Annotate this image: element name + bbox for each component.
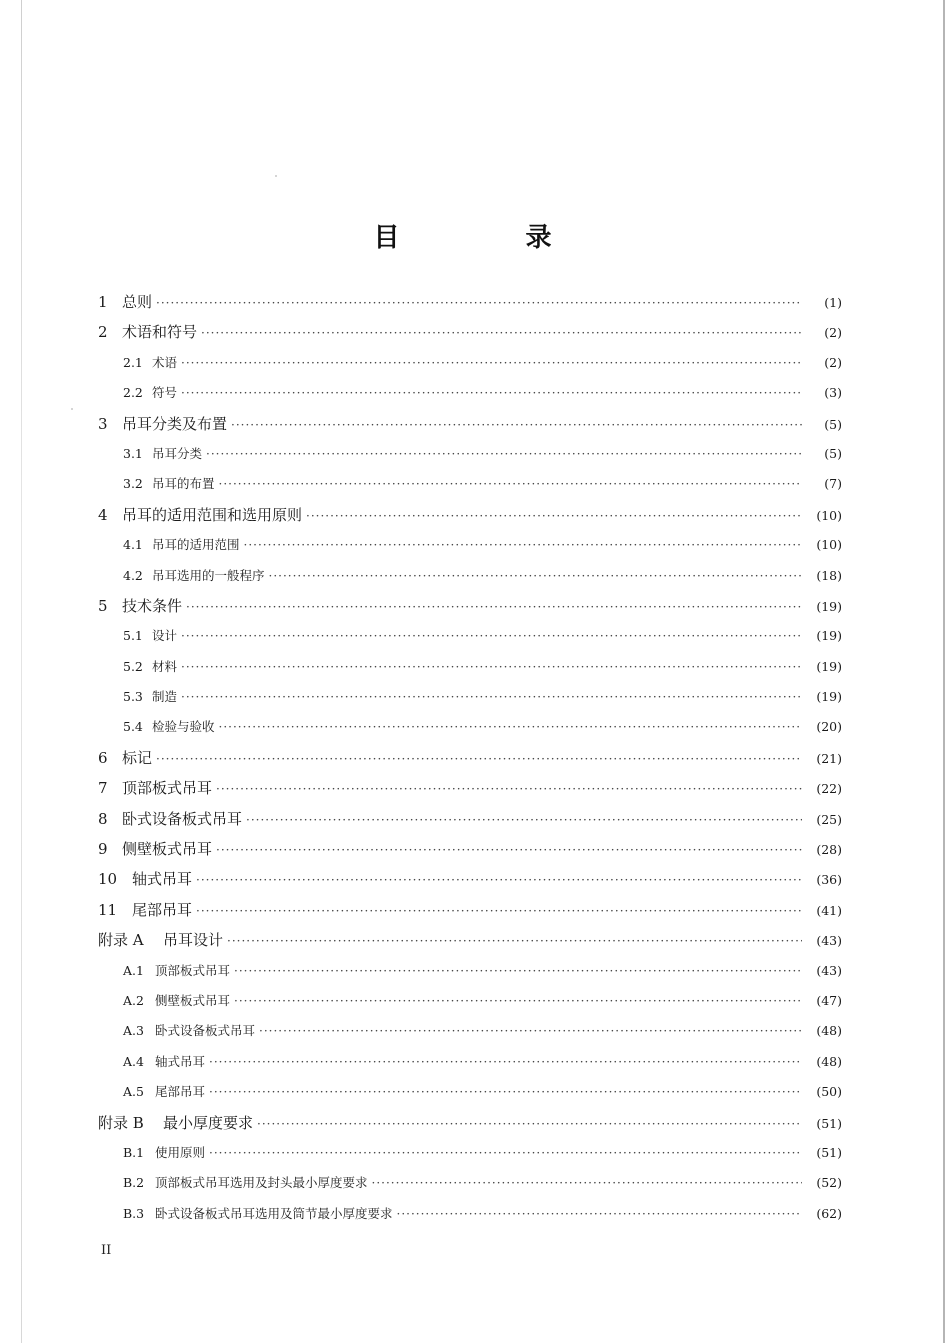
toc-leader-dots: [227, 926, 802, 955]
toc-entry-number: A.5: [123, 1084, 144, 1100]
toc-entry-number: 1: [98, 293, 108, 311]
toc-entry[interactable]: [98, 591, 842, 621]
toc-entry-page: (36): [816, 872, 842, 888]
toc-entry-page: (21): [816, 750, 842, 766]
toc-entry-page: (5): [824, 416, 842, 432]
toc-entry[interactable]: [98, 1138, 842, 1168]
toc-entry-title: 吊耳的适用范围: [152, 537, 240, 553]
toc-entry-title: 标记: [122, 748, 153, 767]
toc-leader-dots: [156, 744, 802, 773]
toc-entry-number: 3.2: [123, 476, 143, 492]
toc-entry-title: 术语和符号: [122, 323, 198, 342]
toc-entry-number: 2.1: [123, 354, 143, 370]
toc-entry-number: B.2: [123, 1175, 145, 1191]
toc-entry-number: A.4: [123, 1053, 144, 1069]
toc-entry[interactable]: [98, 925, 842, 955]
toc-entry[interactable]: [98, 378, 842, 408]
toc-leader-dots: [196, 865, 802, 894]
toc-entry-number: 3.1: [123, 445, 143, 461]
toc-leader-dots: [209, 1077, 802, 1107]
toc-entry[interactable]: [98, 621, 842, 651]
toc-entry-title: 吊耳选用的一般程序: [152, 567, 265, 583]
toc-entry-page: (62): [816, 1205, 842, 1221]
toc-entry-title: 侧壁板式吊耳: [155, 992, 231, 1008]
toc-entry-page: (5): [824, 445, 842, 461]
toc-leader-dots: [397, 1199, 802, 1229]
toc-entry-title: 顶部板式吊耳: [155, 962, 231, 978]
toc-entry-number: 5: [98, 596, 108, 615]
toc-entry-number: 8: [98, 809, 108, 828]
toc-leader-dots: [234, 986, 802, 1016]
toc-entry-number: 5.4: [123, 719, 143, 735]
toc-entry-page: (2): [824, 354, 842, 370]
toc-entry-page: (43): [816, 933, 842, 949]
toc-entry-number: 3: [98, 414, 108, 433]
toc-entry[interactable]: [98, 804, 842, 834]
toc-leader-dots: [181, 652, 802, 682]
toc-leader-dots: [306, 501, 802, 530]
toc-entry-page: (19): [816, 658, 842, 674]
toc-entry-number: B.3: [123, 1205, 145, 1221]
toc-leader-dots: [269, 561, 802, 591]
toc-leader-dots: [181, 378, 802, 408]
toc-entry-page: (51): [816, 1115, 842, 1131]
toc-entry[interactable]: [98, 409, 842, 439]
toc-leader-dots: [234, 956, 802, 986]
toc-entry-page: (22): [816, 781, 842, 797]
toc-entry-title: 轴式吊耳: [132, 870, 193, 889]
toc-leader-dots: [259, 1016, 802, 1046]
toc-entry[interactable]: [98, 864, 842, 894]
toc-entry[interactable]: [98, 561, 842, 591]
toc-entry[interactable]: [98, 500, 842, 530]
toc-entry-number: 附录 B: [98, 1113, 144, 1132]
toc-entry-title: 轴式吊耳: [155, 1053, 206, 1069]
toc-entry[interactable]: [98, 652, 842, 682]
toc-entry-page: (19): [816, 598, 842, 614]
scan-edge-left: [21, 0, 22, 1343]
toc-entry[interactable]: [98, 1047, 842, 1077]
toc-leader-dots: [206, 439, 802, 469]
toc-leader-dots: [209, 1138, 802, 1168]
toc-leader-dots: [156, 288, 802, 317]
toc-entry[interactable]: [98, 956, 842, 986]
toc-entry-page: (18): [816, 567, 842, 583]
toc-entry-number: 2: [98, 323, 108, 342]
toc-leader-dots: [181, 621, 802, 651]
toc-entry-page: (47): [816, 992, 842, 1008]
toc-entry[interactable]: [98, 773, 842, 803]
toc-entry-title: 设计: [152, 628, 178, 644]
toc-entry-number: A.2: [123, 992, 144, 1008]
toc-entry-page: (52): [816, 1175, 842, 1191]
toc-entry-page: (41): [816, 902, 842, 918]
toc-entry-number: 10: [98, 870, 118, 889]
toc-leader-dots: [196, 896, 802, 925]
toc-entry-number: 5.3: [123, 689, 143, 705]
toc-entry-title: 侧壁板式吊耳: [122, 840, 213, 859]
toc-entry[interactable]: [98, 834, 842, 864]
toc-leader-dots: [244, 530, 802, 560]
toc-entry-number: 6: [98, 748, 108, 767]
toc-entry-title: 符号: [152, 385, 178, 401]
toc-entry-page: (43): [816, 962, 842, 978]
toc-entry[interactable]: [98, 1108, 842, 1138]
toc-entry[interactable]: [98, 1016, 842, 1046]
toc-entry[interactable]: [98, 348, 842, 378]
table-of-contents: [98, 287, 842, 1229]
toc-entry-title: 吊耳分类及布置: [122, 414, 228, 433]
toc-leader-dots: [219, 469, 802, 499]
toc-entry-title: 顶部板式吊耳: [122, 779, 213, 798]
toc-entry-page: (10): [816, 507, 842, 523]
toc-entry-title: 尾部吊耳: [132, 900, 193, 919]
scan-speck: [71, 408, 73, 410]
toc-entry-number: A.3: [123, 1023, 144, 1039]
toc-entry-page: (28): [816, 842, 842, 858]
toc-entry[interactable]: [98, 469, 842, 499]
toc-leader-dots: [216, 835, 802, 864]
toc-entry-number: A.1: [123, 962, 144, 978]
toc-entry[interactable]: [98, 895, 842, 925]
toc-entry-page: (48): [816, 1053, 842, 1069]
toc-entry-number: 5.1: [123, 628, 143, 644]
toc-entry-title: 使用原则: [155, 1144, 206, 1160]
toc-leader-dots: [231, 410, 802, 439]
toc-entry-title: 卧式设备板式吊耳: [122, 809, 243, 828]
toc-leader-dots: [219, 712, 802, 742]
toc-entry[interactable]: [98, 1168, 842, 1198]
toc-leader-dots: [181, 348, 802, 378]
toc-entry-page: (19): [816, 689, 842, 705]
toc-entry[interactable]: [98, 287, 842, 317]
toc-leader-dots: [257, 1109, 802, 1138]
toc-entry[interactable]: [98, 530, 842, 560]
toc-entry[interactable]: [98, 1199, 842, 1229]
toc-entry-number: 附录 A: [98, 931, 144, 950]
toc-entry-page: (25): [816, 811, 842, 827]
toc-entry[interactable]: [98, 743, 842, 773]
toc-entry[interactable]: [98, 317, 842, 347]
toc-entry-page: (3): [824, 385, 842, 401]
toc-entry-title: 最小厚度要求: [163, 1113, 254, 1132]
toc-entry-title: 制造: [152, 689, 178, 705]
toc-entry-page: (51): [816, 1144, 842, 1160]
toc-leader-dots: [216, 774, 802, 803]
toc-entry-title: 卧式设备板式吊耳: [155, 1023, 256, 1039]
toc-entry[interactable]: [98, 682, 842, 712]
toc-entry[interactable]: [98, 1077, 842, 1107]
toc-entry-page: (7): [824, 476, 842, 492]
toc-entry[interactable]: [98, 712, 842, 742]
toc-entry-page: (20): [816, 719, 842, 735]
toc-leader-dots: [209, 1047, 802, 1077]
toc-entry-title: 吊耳的适用范围和选用原则: [122, 505, 303, 524]
toc-leader-dots: [201, 318, 802, 347]
toc-entry-title: 总则: [122, 293, 153, 311]
toc-entry-number: 2.2: [123, 385, 143, 401]
toc-entry-title: 顶部板式吊耳选用及封头最小厚度要求: [155, 1175, 368, 1191]
toc-entry-page: (2): [824, 325, 842, 341]
toc-entry[interactable]: [98, 986, 842, 1016]
toc-entry-page: (50): [816, 1084, 842, 1100]
scan-edge-right: [943, 0, 945, 1343]
toc-leader-dots: [372, 1168, 802, 1198]
toc-entry-number: 7: [98, 779, 108, 798]
toc-entry-title: 吊耳分类: [152, 445, 203, 461]
toc-entry-number: B.1: [123, 1144, 145, 1160]
toc-entry-page: (48): [816, 1023, 842, 1039]
toc-entry-title: 尾部吊耳: [155, 1084, 206, 1100]
toc-entry-number: 4.1: [123, 537, 143, 553]
page-title: 目 录: [373, 223, 602, 254]
toc-entry-title: 术语: [152, 354, 178, 370]
toc-entry-number: 5.2: [123, 658, 143, 674]
toc-leader-dots: [246, 805, 802, 834]
toc-entry-number: 11: [98, 900, 118, 919]
toc-entry-page: (10): [816, 537, 842, 553]
toc-entry-title: 检验与验收: [152, 719, 215, 735]
toc-entry-page: (1): [824, 295, 842, 310]
toc-entry-title: 技术条件: [122, 596, 183, 615]
toc-entry-page: (19): [816, 628, 842, 644]
toc-entry-number: 4.2: [123, 567, 143, 583]
toc-entry-title: 吊耳的布置: [152, 476, 215, 492]
toc-entry-number: 9: [98, 840, 108, 859]
toc-entry-title: 吊耳设计: [163, 931, 224, 950]
page-number: II: [101, 1243, 112, 1258]
toc-leader-dots: [186, 592, 802, 621]
toc-entry-title: 卧式设备板式吊耳选用及筒节最小厚度要求: [155, 1205, 393, 1221]
scan-speck: [275, 175, 277, 177]
toc-entry-title: 材料: [152, 658, 178, 674]
toc-entry[interactable]: [98, 439, 842, 469]
toc-leader-dots: [181, 682, 802, 712]
toc-entry-number: 4: [98, 505, 108, 524]
